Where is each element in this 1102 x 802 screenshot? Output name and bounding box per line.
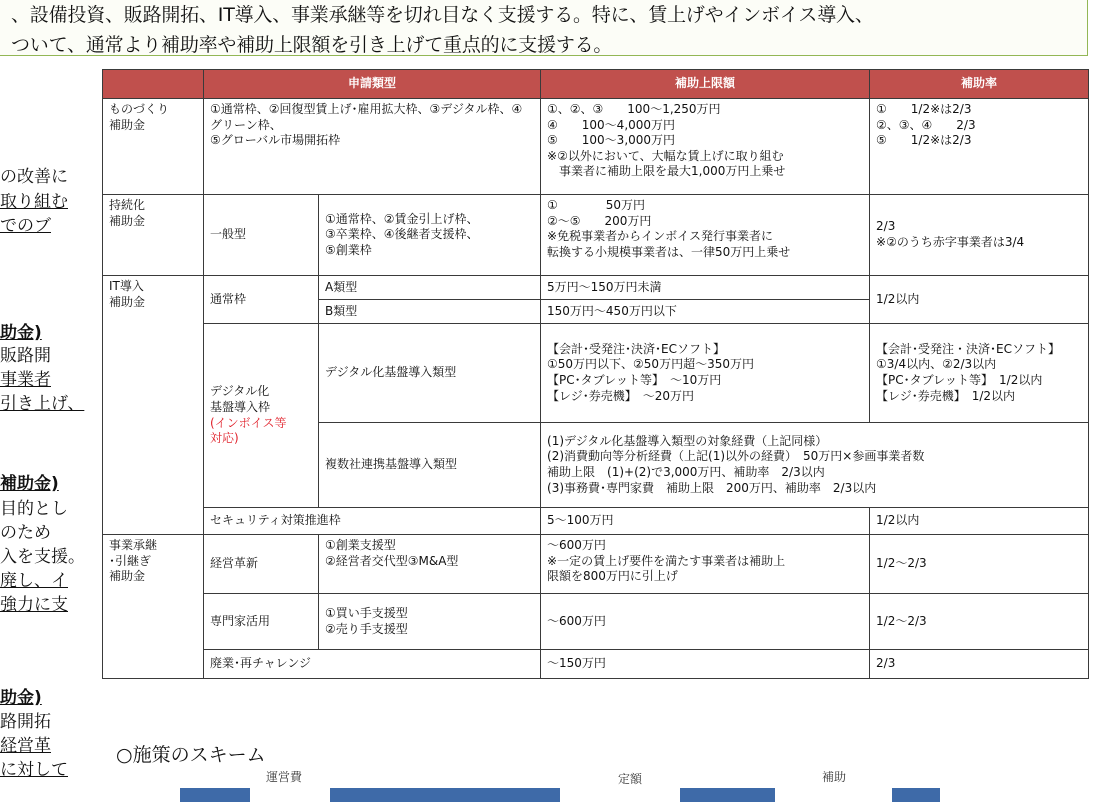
- table-row: [103, 594, 1089, 650]
- subtype-cell: ①創業支援型 ②経営者交代型③M&A型: [319, 535, 541, 594]
- summary-box: [0, 0, 1088, 56]
- type-cell: 通常枠: [204, 276, 319, 324]
- subtype-cell: B類型: [319, 300, 541, 324]
- left-fragment: 入を支援。: [0, 547, 85, 567]
- table-row: [103, 99, 1089, 195]
- rate-cell: 1/2～2/3: [870, 594, 1089, 650]
- header-rate: 補助率: [870, 70, 1089, 99]
- subtype-cell: デジタル化基盤導入類型: [319, 324, 541, 423]
- program-monozukuri: ものづくり 補助金: [103, 99, 204, 195]
- left-fragment: 事業者: [0, 370, 51, 390]
- summary-line-1: 、設備投資、販路開拓、IT導入、事業承継等を切れ目なく支援する。特に、賃上げやインボイス導入、: [11, 4, 874, 26]
- left-fragment: のため: [0, 523, 51, 543]
- limit-cell: ①、②、③ 100～1,250万円 ④ 100～4,000万円 ⑤ 100～3,000万円 ※②以外において、大幅な賃上げに取り組む 事業者に補助上限を最大1,000万円上乗せ: [541, 99, 870, 195]
- type-cell: 一般型: [204, 195, 319, 276]
- diagram-label-teigaku: 定額: [618, 772, 643, 786]
- subtype-cell: ①通常枠、②賃金引上げ枠、 ③卒業枠、④後継者支援枠、 ⑤創業枠: [319, 195, 541, 276]
- diagram-label-hojo: 補助: [822, 770, 847, 784]
- limit-cell: ～600万円 ※一定の賃上げ要件を満たす事業者は補助上 限額を800万円に引上げ: [541, 535, 870, 594]
- left-fragment: に対して: [0, 760, 68, 780]
- diagram-label-unei: 運営費: [266, 770, 303, 784]
- left-fragment: 助金): [0, 323, 42, 343]
- left-fragment: 経営革: [0, 736, 51, 756]
- diagram-block: [330, 788, 560, 802]
- limit-cell: ～150万円: [541, 650, 870, 679]
- type-cell: 廃業･再チャレンジ: [204, 650, 541, 679]
- limit-cell: 5万円～150万円未満: [541, 276, 870, 300]
- rate-cell: 1/2以内: [870, 508, 1089, 535]
- left-fragment: 目的とし: [0, 499, 68, 519]
- rate-cell: 1/2以内: [870, 276, 1089, 324]
- subtype-cell: ①買い手支援型 ②売り手支援型: [319, 594, 541, 650]
- limit-cell: ① 50万円 ②～⑤ 200万円 ※免税事業者からインボイス発行事業者に 転換する小規模事業者は、一律50万円上乗せ: [541, 195, 870, 276]
- type-cell-digital: [204, 324, 319, 508]
- left-fragment: 販路開: [0, 346, 51, 366]
- type-cell: 専門家活用: [204, 594, 319, 650]
- scheme-diagram: [180, 768, 940, 802]
- left-fragment: 廃し、イ: [0, 571, 68, 591]
- type-cell: セキュリティ対策推進枠: [204, 508, 541, 535]
- diagram-block: [680, 788, 775, 802]
- left-fragment: の改善に: [0, 167, 68, 187]
- header-type: 申請類型: [204, 70, 541, 99]
- table-row: [103, 276, 1089, 300]
- table-row: [103, 195, 1089, 276]
- table-row: [103, 508, 1089, 535]
- program-it: IT導入 補助金: [103, 276, 204, 535]
- summary-line-2: ついて、通常より補助率や補助上限額を引き上げて重点的に支援する。: [11, 34, 613, 56]
- table-row: [103, 535, 1089, 594]
- type-cell: ①通常枠、②回復型賃上げ･雇用拡大枠、③デジタル枠、④グリーン枠、 ⑤グローバル市場開拓枠: [204, 99, 541, 195]
- left-fragment: 引き上げ、: [0, 394, 85, 414]
- left-fragment: でのブ: [0, 216, 51, 236]
- table-row: [103, 324, 1089, 423]
- table-row: [103, 650, 1089, 679]
- limit-cell: 150万円～450万円以下: [541, 300, 870, 324]
- detail-cell: (1)デジタル化基盤導入類型の対象経費（上記同様） (2)消費動向等分析経費（上記(1)以外の経費） 50万円×参画事業者数 補助上限 (1)+(2)で3,000万円、補助率 2/3以内 (3)事務費･専門家費 補助上限 200万円、補助率 2/3以内: [541, 423, 1089, 508]
- rate-cell: 2/3 ※②のうち赤字事業者は3/4: [870, 195, 1089, 276]
- type-cell: 経営革新: [204, 535, 319, 594]
- scheme-heading: ○施策のスキーム: [116, 744, 266, 766]
- left-fragment: 路開拓: [0, 712, 51, 732]
- left-text-column: [0, 0, 98, 802]
- limit-cell: 【会計･受発注･決済･ECソフト】 ①50万円以下、②50万円超～350万円 【PC･タブレット等】 ～10万円 【レジ･券売機】 ～20万円: [541, 324, 870, 423]
- rate-cell: 【会計･受発注・決済･ECソフト】 ①3/4以内、②2/3以内 【PC･タブレット等】 1/2以内 【レジ･券売機】 1/2以内: [870, 324, 1089, 423]
- rate-cell: ① 1/2※は2/3 ②、③、④ 2/3 ⑤ 1/2※は2/3: [870, 99, 1089, 195]
- left-fragment: 補助金): [0, 474, 59, 494]
- program-shokei: 事業承継 ･引継ぎ 補助金: [103, 535, 204, 679]
- table-header-row: [103, 70, 1089, 99]
- subtype-cell: 複数社連携基盤導入類型: [319, 423, 541, 508]
- limit-cell: ～600万円: [541, 594, 870, 650]
- invoice-note: (インボイス等 対応): [210, 415, 287, 446]
- digital-type-label: デジタル化 基盤導入枠: [210, 384, 271, 414]
- diagram-block: [180, 788, 250, 802]
- left-fragment: 取り組む: [0, 192, 68, 212]
- subtype-cell: A類型: [319, 276, 541, 300]
- header-limit: 補助上限額: [541, 70, 870, 99]
- diagram-block: [892, 788, 940, 802]
- header-blank: [103, 70, 204, 99]
- subsidy-table: [102, 69, 1089, 679]
- limit-cell: 5～100万円: [541, 508, 870, 535]
- program-jizokuka: 持続化 補助金: [103, 195, 204, 276]
- left-fragment: 強力に支: [0, 595, 68, 615]
- rate-cell: 2/3: [870, 650, 1089, 679]
- rate-cell: 1/2～2/3: [870, 535, 1089, 594]
- left-fragment: 助金): [0, 688, 42, 708]
